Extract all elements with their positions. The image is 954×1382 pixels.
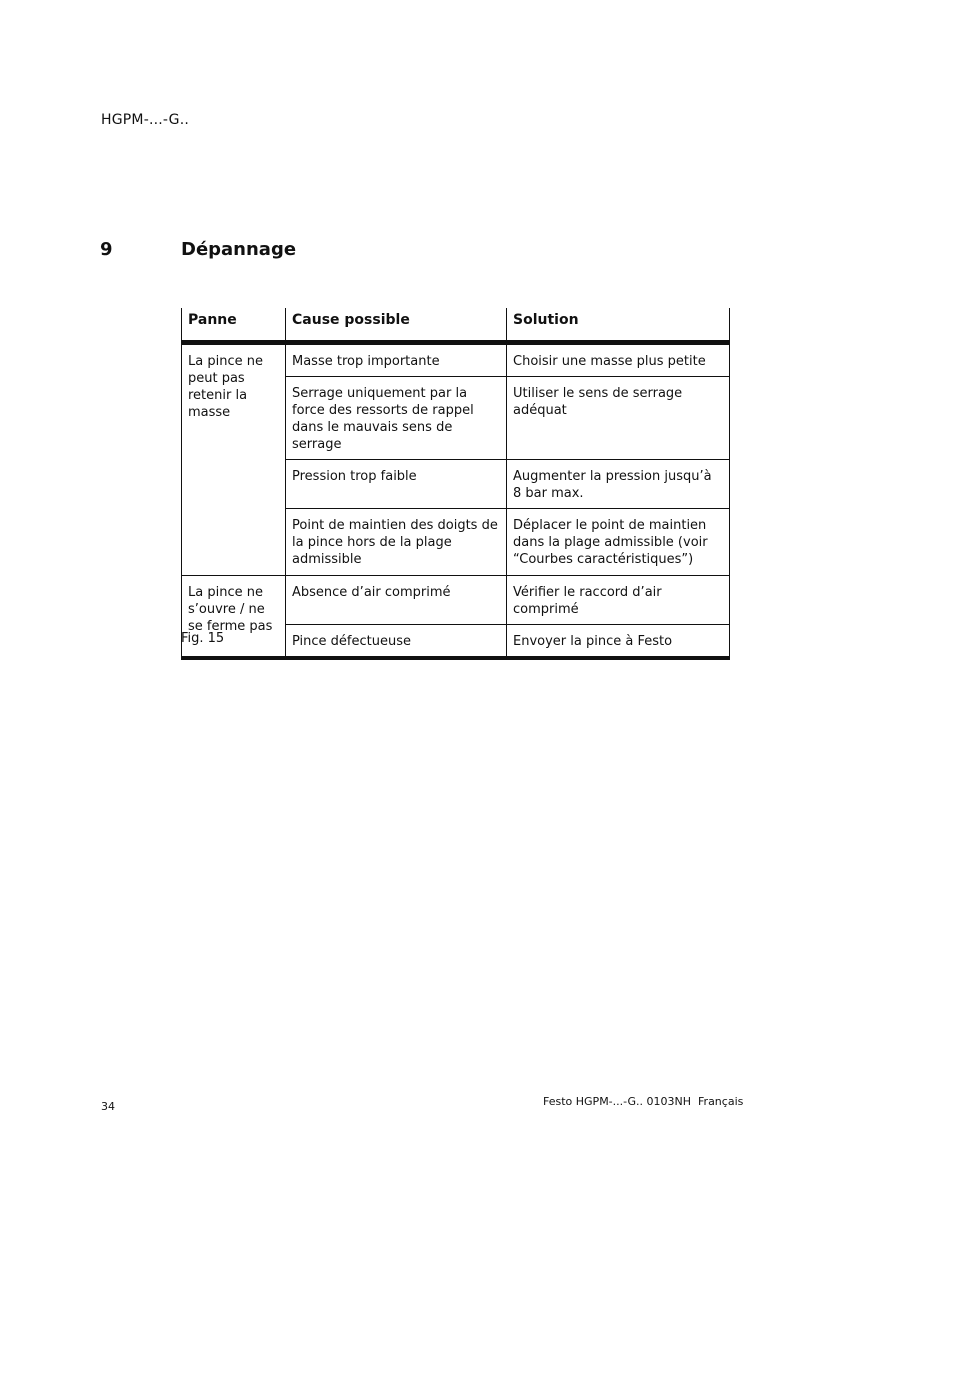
cause-cell: Masse trop importante <box>286 343 507 377</box>
footer-doc-info: Festo HGPM-...-G.. 0103NH Français <box>543 1095 744 1108</box>
cause-cell: Pince défectueuse <box>286 625 507 659</box>
document-header: HGPM-...-G.. <box>101 112 190 128</box>
figure-caption: Fig. 15 <box>181 631 225 646</box>
solution-cell: Déplacer le point de maintien dans la plage admissible (voir “Courbes caractéristiques”) <box>507 509 730 576</box>
table-row <box>182 343 730 377</box>
solution-cell: Utiliser le sens de serrage adéquat <box>507 377 730 460</box>
page-number: 34 <box>101 1100 115 1113</box>
cause-cell: Absence d’air comprimé <box>286 576 507 625</box>
table-header-row <box>182 308 730 343</box>
column-header-solution: Solution <box>507 308 730 343</box>
panne-cell: La pince ne s’ouvre / ne se ferme pas <box>182 576 286 659</box>
column-header-cause: Cause possible <box>286 308 507 343</box>
cause-cell: Pression trop faible <box>286 460 507 509</box>
solution-cell: Choisir une masse plus petite <box>507 343 730 377</box>
column-header-panne: Panne <box>182 308 286 343</box>
section-title: Dépannage <box>181 239 297 260</box>
table-row <box>182 576 730 625</box>
panne-cell: La pince ne peut pas retenir la masse <box>182 343 286 576</box>
section-number: 9 <box>100 239 113 260</box>
solution-cell: Augmenter la pression jusqu’à 8 bar max. <box>507 460 730 509</box>
solution-cell: Envoyer la pince à Festo <box>507 625 730 659</box>
cause-cell: Serrage uniquement par la force des ressorts de rappel dans le mauvais sens de serrage <box>286 377 507 460</box>
solution-cell: Vérifier le raccord d’air comprimé <box>507 576 730 625</box>
troubleshooting-table <box>181 308 730 660</box>
cause-cell: Point de maintien des doigts de la pince hors de la plage admissible <box>286 509 507 576</box>
